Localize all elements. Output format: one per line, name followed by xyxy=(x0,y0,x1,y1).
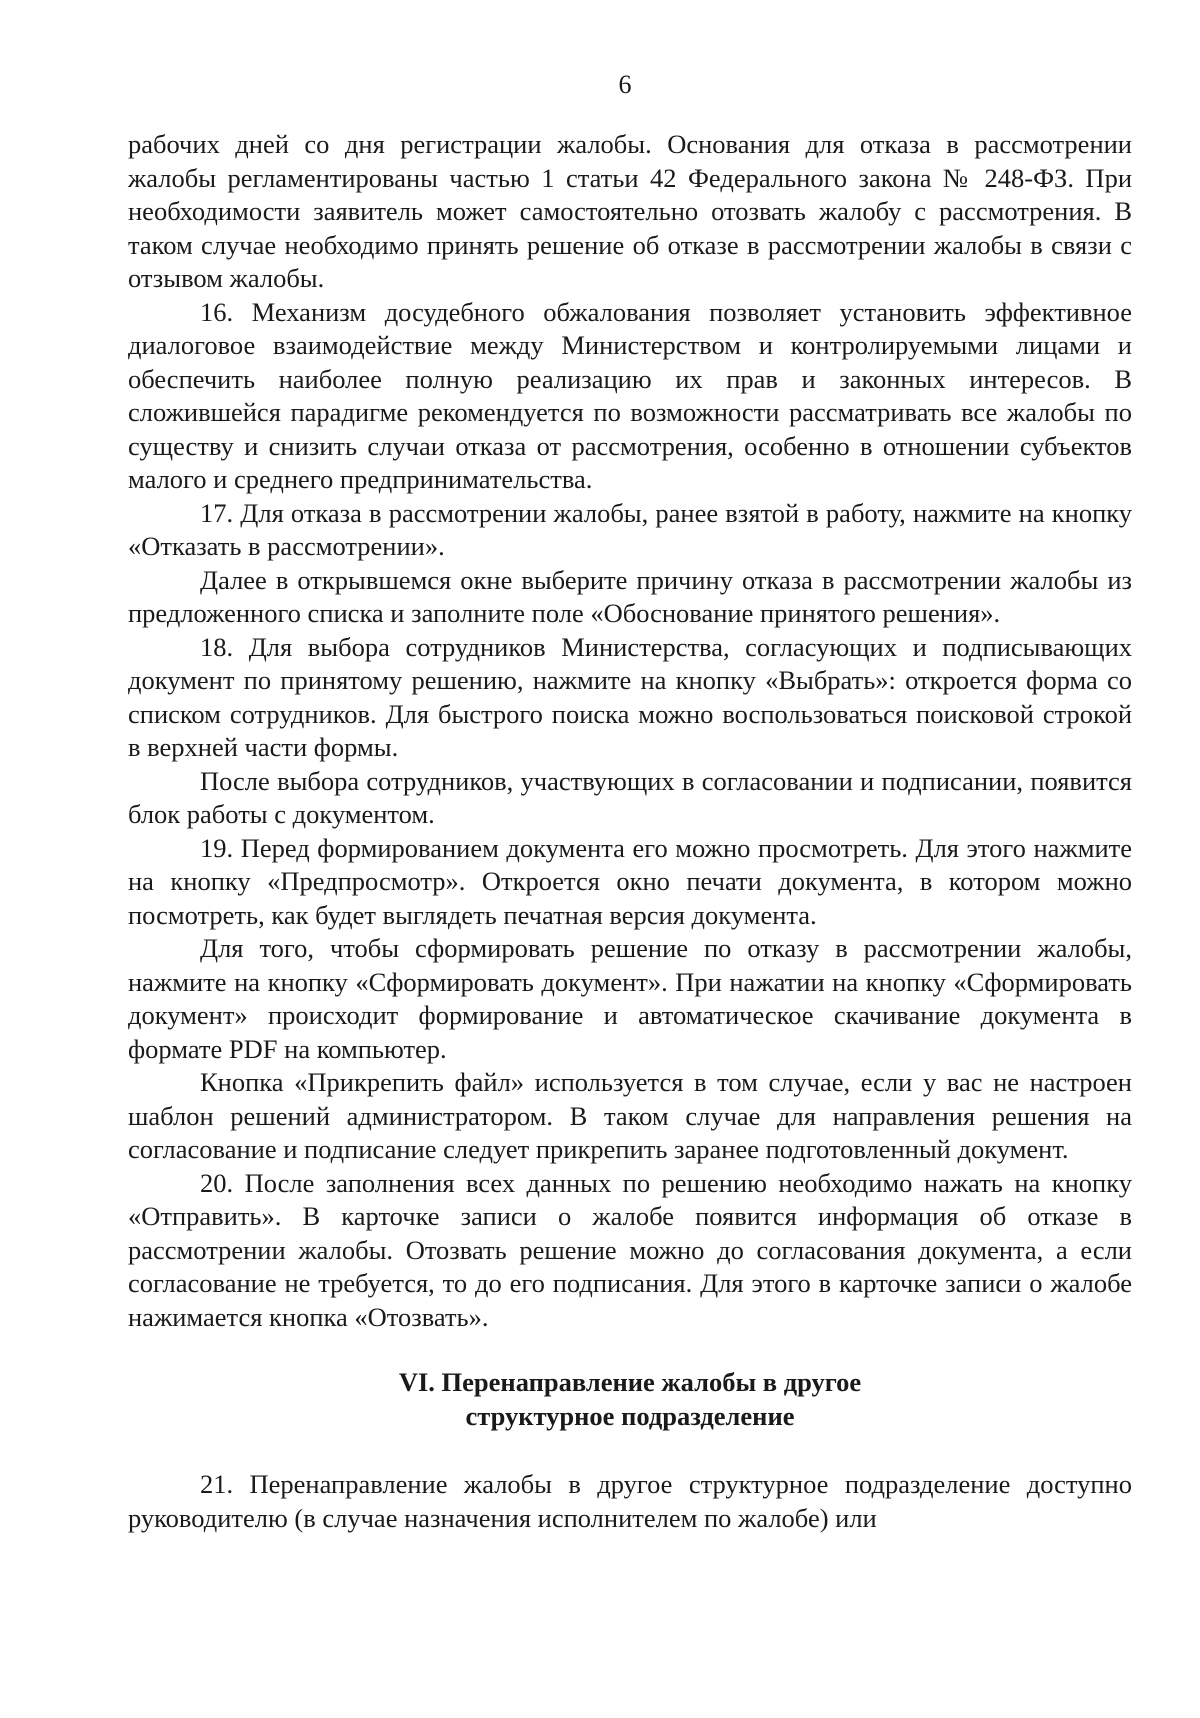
paragraph-17: 17. Для отказа в рассмотрении жалобы, ранее взятой в работу, нажмите на кнопку «Отказать в рассмотрении». xyxy=(128,497,1132,561)
paragraph-20: 20. После заполнения всех данных по решению необходимо нажать на кнопку «Отправить». В карточке записи о жалобе появится информация об отказе в рассмотрении жалобы. Отозвать решение можно до согласования документа, а если согласование не требуется, то до его подписания. Для этого в карточке записи о жалобе нажимается кнопка «Отозвать». xyxy=(128,1167,1132,1332)
paragraph-continuation: рабочих дней со дня регистрации жалобы. Основания для отказа в рассмотрении жалобы регламентированы частью 1 статьи 42 Федерального закона № 248-ФЗ. При необходимости заявитель может самостоятельно отозвать жалобу с рассмотрения. В таком случае необходимо принять решение об отказе в рассмотрении жалобы в связи с отзывом жалобы. xyxy=(128,129,1132,293)
paragraph-19-detail: Для того, чтобы сформировать решение по отказу в рассмотрении жалобы, нажмите на кнопку «Сформировать документ». При нажатии на кнопку «Сформировать документ» происходит формирование и автоматическое скачивание документа в формате PDF на компьютер. xyxy=(128,933,1132,1064)
paragraph-19-attach: Кнопка «Прикрепить файл» используется в том случае, если у вас не настроен шаблон решений администратором. В таком случае для направления решения на согласование и подписание следует прикрепить заранее подготовленный документ. xyxy=(128,1067,1132,1164)
section-heading-line-1: VI. Перенаправление жалобы в другое xyxy=(398,1367,862,1397)
section-heading-line-2: структурное подразделение xyxy=(465,1400,795,1431)
paragraph-21: 21. Перенаправление жалобы в другое структурное подразделение доступно руководителю (в случае назначения исполнителем по жалобе) или xyxy=(128,1469,1132,1533)
page-number: 6 xyxy=(618,70,632,99)
paragraph-19: 19. Перед формированием документа его можно просмотреть. Для этого нажмите на кнопку «Предпросмотр». Откроется окно печати документа, в котором можно посмотреть, как будет выглядеть печатная версия документа. xyxy=(128,832,1132,930)
body-text xyxy=(128,128,1132,1535)
section-heading xyxy=(128,1366,1132,1433)
paragraph-16: 16. Механизм досудебного обжалования позволяет установить эффективное диалоговое взаимодействие между Министерством и контролируемыми лицами и обеспечить наиболее полную реализацию их прав и законных интересов. В сложившейся парадигме рекомендуется по возможности рассматривать все жалобы по существу и снизить случаи отказа от рассмотрения, особенно в отношении субъектов малого и среднего предпринимательства. xyxy=(128,296,1132,494)
paragraph-18: 18. Для выбора сотрудников Министерства, согласующих и подписывающих документ по принятому решению, нажмите на кнопку «Выбрать»: откроется форма со списком сотрудников. Для быстрого поиска можно воспользоваться поисковой строкой в верхней части формы. xyxy=(128,631,1132,762)
paragraph-17-detail: Далее в открывшемся окне выберите причину отказа в рассмотрении жалобы из предложенного списка и заполните поле «Обоснование принятого решения». xyxy=(128,564,1132,628)
paragraph-18-detail: После выбора сотрудников, участвующих в согласовании и подписании, появится блок работы с документом. xyxy=(128,765,1132,829)
